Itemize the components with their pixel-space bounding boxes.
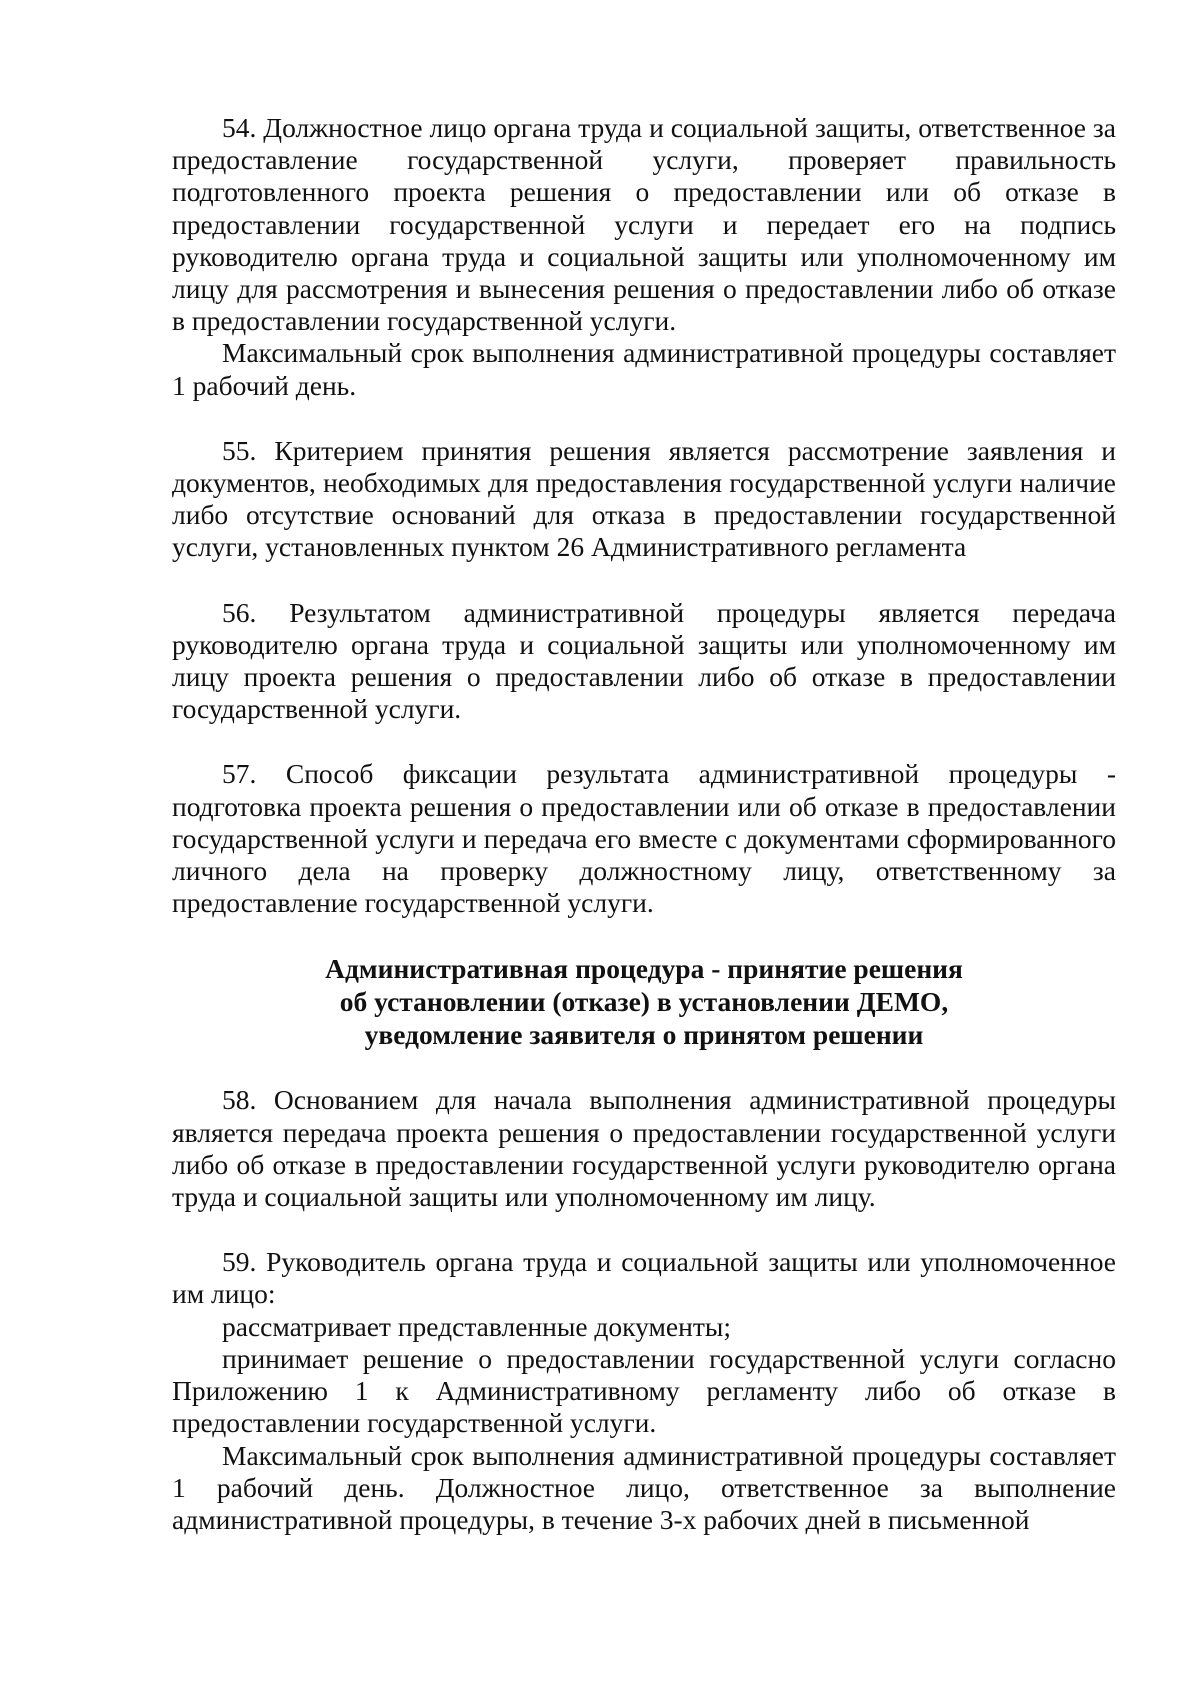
paragraph-59-item-2: принимает решение о предоставлении государственной услуги согласно Приложению 1 к Административному регламенту либо об отказе в предоставлении государственной услуги. [172, 1342, 1116, 1439]
paragraph-59-term: Максимальный срок выполнения административной процедуры составляет 1 рабочий день. Должностное лицо, ответственное за выполнение административной процедуры, в течение 3-х рабочих дней в письменной [172, 1439, 1116, 1535]
paragraph-59-item-1: рассматривает представленные документы; [222, 1310, 731, 1342]
section-heading [172, 952, 1116, 1051]
spacer [172, 1213, 1116, 1246]
section-heading-line-3: уведомление заявителя о принятом решении [364, 1019, 924, 1051]
spacer [172, 1051, 1116, 1084]
spacer [172, 919, 1116, 952]
spacer [172, 402, 1116, 435]
spacer [172, 564, 1116, 597]
paragraph-58: 58. Основанием для начала выполнения административной процедуры является передача проекта решения о предоставлении государственной услуги либо об отказе в предоставлении государственной услуги руководителю органа труда и социальной защиты или уполномоченному им лицу. [172, 1084, 1116, 1213]
section-heading-line-1: Административная процедура - принятие решения [325, 953, 963, 985]
spacer [172, 725, 1116, 758]
paragraph-55: 55. Критерием принятия решения является рассмотрение заявления и документов, необходимых для предоставления государственной услуги наличие либо отсутствие оснований для отказа в предоставлении государственной услуги, установленных пунктом 26 Административного регламента [172, 434, 1116, 563]
paragraph-54-term: Максимальный срок выполнения административной процедуры составляет 1 рабочий день. [172, 337, 1116, 401]
paragraph-59-intro: 59. Руководитель органа труда и социальной защиты или уполномоченное им лицо: [172, 1246, 1116, 1310]
document-body [172, 112, 1116, 1536]
paragraph-56: 56. Результатом административной процедуры является передача руководителю органа труда и социальной защиты или уполномоченному им лицу проекта решения о предоставлении либо об отказе в предоставлении государственной услуги. [172, 596, 1116, 725]
section-heading-line-2: об установлении (отказе) в установлении ДЕМО, [339, 986, 949, 1018]
paragraph-57: 57. Способ фиксации результата административной процедуры - подготовка проекта решения о предоставлении или об отказе в предоставлении государственной услуги и передача его вместе с документами сформированного личного дела на проверку должностному лицу, ответственному за предоставление государственной услуги. [172, 758, 1116, 919]
paragraph-54: 54. Должностное лицо органа труда и социальной защиты, ответственное за предоставление государственной услуги, проверяет правильность подготовленного проекта решения о предоставлении или об отказе в предоставлении государственной услуги и передает его на подпись руководителю органа труда и социальной защиты или уполномоченному им лицу для рассмотрения и вынесения решения о предоставлении либо об отказе в предоставлении государственной услуги. [172, 112, 1116, 337]
